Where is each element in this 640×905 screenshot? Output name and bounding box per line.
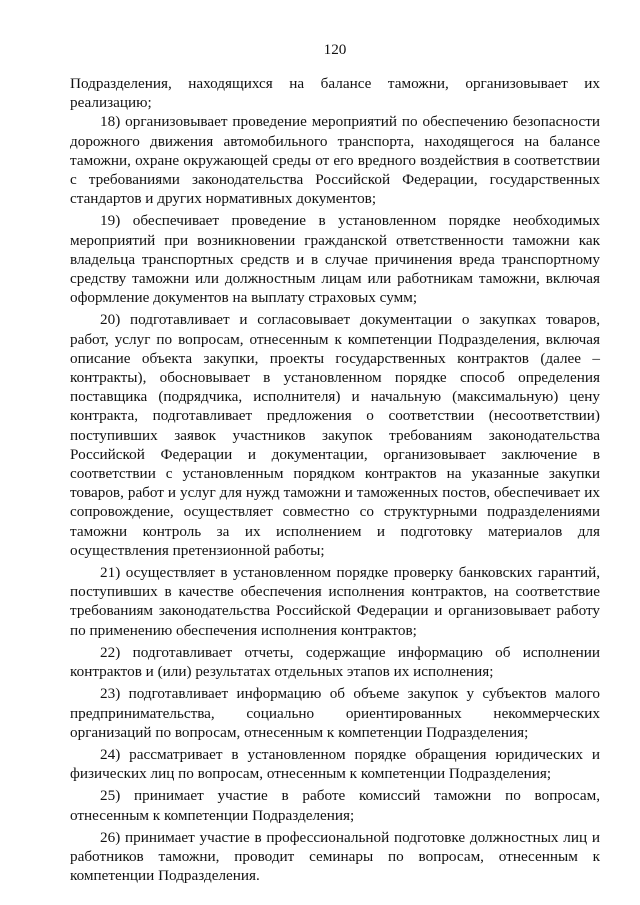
paragraph-item-23: 23) подготавливает информацию об объеме закупок у субъектов малого предпринимательства, социально ориентированных некоммерческих организаций по вопросам, отнесенным к компетенции Подразделения; [70,685,600,741]
paragraph-item-24: 24) рассматривает в установленном порядке обращения юридических и физических лиц по вопросам, отнесенным к компетенции Подразделения; [70,745,600,783]
paragraph-continuation: Подразделения, находящихся на балансе таможни, организовывает их реализацию; [70,75,600,112]
paragraph-item-21: 21) осуществляет в установленном порядке проверку банковских гарантий, поступивших в качестве обеспечения исполнения контрактов, на соответствие требованиям законодательства Российской Федерации и организовывает работу по применению обеспечения исполнения контрактов; [70,564,600,639]
paragraph-item-25: 25) принимает участие в работе комиссий таможни по вопросам, отнесенным к компетенции Подразделения; [70,787,600,824]
paragraph-item-18: 18) организовывает проведение мероприятий по обеспечению безопасности дорожного движения автомобильного транспорта, находящегося на балансе таможни, охране окружающей среды от его вредного воздействия в соответствии с требованиями законодательства Российской Федерации, государственных стандартов и других нормативных документов; [70,113,600,208]
paragraph-item-22: 22) подготавливает отчеты, содержащие информацию об исполнении контрактов и (или) результатах отдельных этапов их исполнения; [70,643,600,681]
page-number: 120 [323,41,347,58]
paragraph-item-20: 20) подготавливает и согласовывает документации о закупках товаров, работ, услуг по вопросам, отнесенным к компетенции Подразделения, включая описание объекта закупки, проекты государственных контрактов (далее – контракты), обосновывает в установленном порядке способ определения поставщика (подрядчика, исполнителя) и начальную (максимальную) цену контракта, подготавливает предложения о соответствии (несоответствии) поступивших заявок участников закупок требованиям законодательства Российской Федерации и документации, организовывает заключение в соответствии с установленным порядком контрактов на указанные закупки товаров, работ и услуг для нужд таможни и таможенных постов, обеспечивает их сопровождение, осуществляет совместно со структурными подразделениями таможни контроль за их исполнением и подготовку материалов для осуществления претензионной работы; [70,311,600,559]
paragraph-item-19: 19) обеспечивает проведение в установленном порядке необходимых мероприятий при возникновении гражданской ответственности таможни как владельца транспортных средств и в случае причинения вреда транспортному средству таможни или должностным лицам или работникам таможни, включая оформление документов на выплату страховых сумм; [70,212,600,307]
paragraph-item-26: 26) принимает участие в профессиональной подготовке должностных лиц и работников таможни, проводит семинары по вопросам, отнесенным к компетенции Подразделения. [70,828,600,885]
document-page [70,0,600,885]
